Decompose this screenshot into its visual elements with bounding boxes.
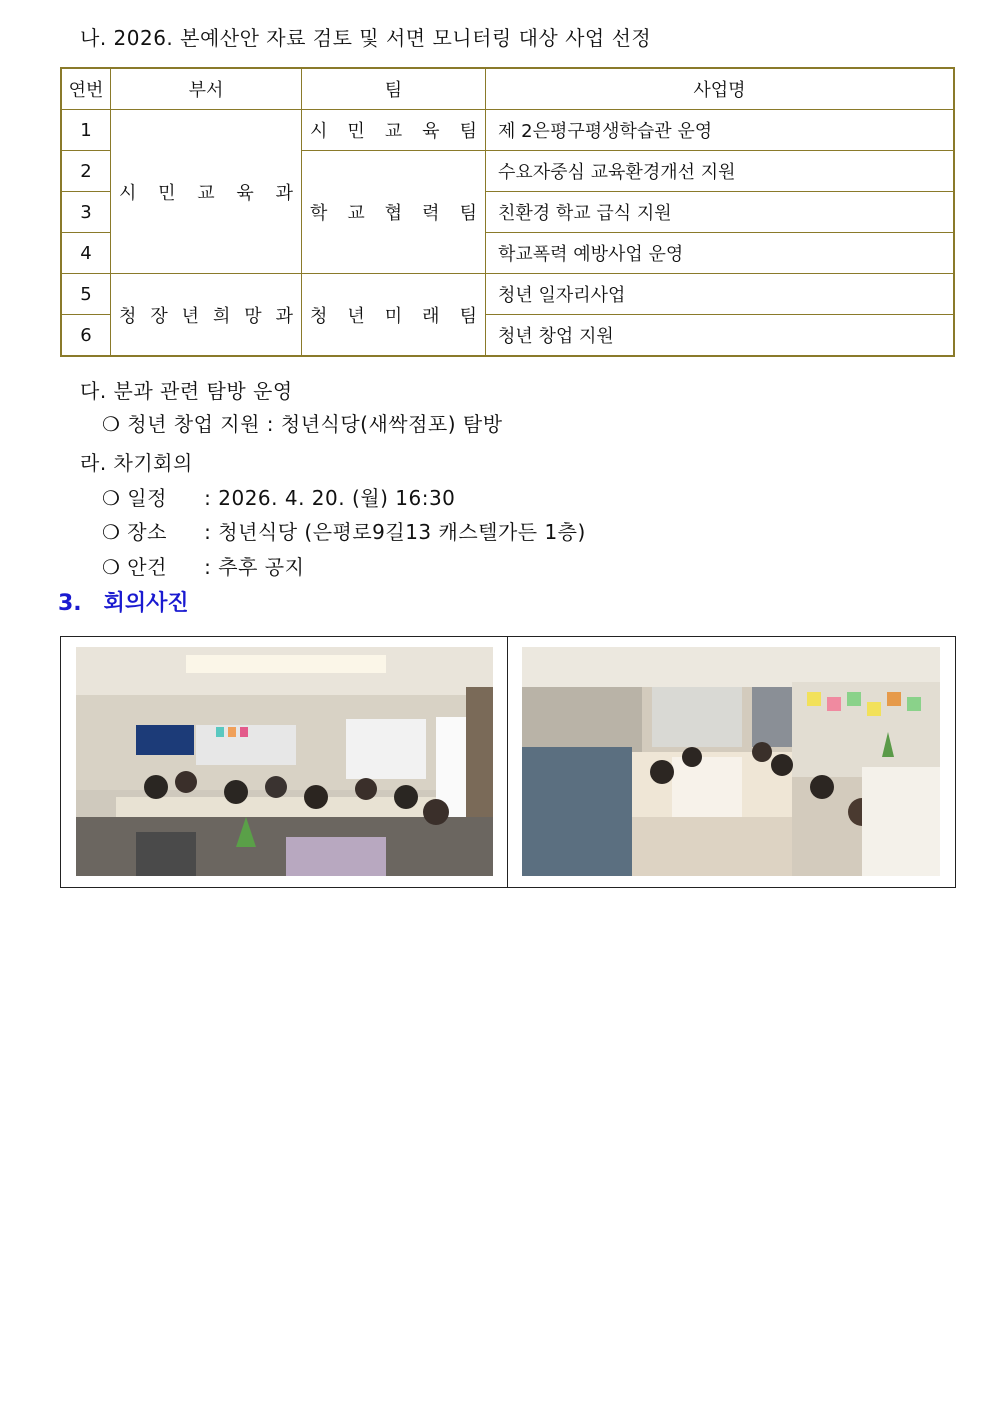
- section-3-number: 3.: [58, 591, 82, 616]
- dept-name-2: [111, 302, 301, 328]
- next-meeting-agenda: [102, 551, 304, 580]
- spaced-char: 학: [310, 203, 328, 224]
- table-header-row: [61, 68, 954, 110]
- team-name-2: [302, 199, 485, 225]
- agenda-value: : 추후 공지: [204, 555, 305, 579]
- section-da-title: 다. 분과 관련 탐방 운영: [80, 379, 293, 403]
- header-team: 팀: [302, 68, 486, 110]
- spaced-char: 민: [347, 121, 365, 142]
- dept-cell-1: [111, 110, 302, 274]
- team-cell-2: [302, 151, 486, 274]
- photo-divider: [507, 637, 508, 887]
- circle-bullet-icon: ❍: [102, 412, 121, 436]
- spaced-char: 래: [422, 305, 440, 327]
- circle-bullet-icon: ❍: [102, 555, 121, 579]
- row-no: 4: [61, 233, 111, 274]
- spaced-char: 교: [197, 182, 215, 204]
- spaced-char: 력: [422, 203, 440, 224]
- date-label: 일정: [127, 486, 167, 510]
- section-ra-title: 라. 차기회의: [80, 451, 193, 475]
- row-no: 6: [61, 315, 111, 357]
- dept-cell-2: [111, 274, 302, 357]
- spaced-char: 과: [275, 305, 293, 327]
- row-no: 2: [61, 151, 111, 192]
- place-value: : 청년식당 (은평로9길13 캐스텔가든 1층): [204, 520, 586, 544]
- table-row: [61, 110, 954, 151]
- row-no: 1: [61, 110, 111, 151]
- spaced-char: 미: [384, 305, 403, 327]
- agenda-label: 안건: [127, 555, 167, 579]
- spaced-char: 교: [347, 203, 365, 224]
- spaced-char: 협: [384, 203, 403, 224]
- project-table: [60, 67, 955, 357]
- circle-bullet-icon: ❍: [102, 520, 121, 544]
- visit-item-text: 청년 창업 지원 : 청년식당(새싹점포) 탐방: [127, 412, 503, 436]
- spaced-char: 년: [181, 305, 200, 327]
- header-project: 사업명: [486, 68, 955, 110]
- team-name-1: [302, 117, 485, 143]
- spaced-char: 육: [236, 182, 254, 204]
- place-label: 장소: [127, 520, 167, 544]
- spaced-char: 시: [310, 121, 328, 142]
- team-name-3: [302, 302, 485, 328]
- spaced-char: 년: [347, 305, 365, 327]
- team-cell-1: [302, 110, 486, 151]
- project-name: 청년 일자리사업: [486, 274, 955, 315]
- spaced-char: 팀: [459, 305, 477, 327]
- spaced-char: 교: [384, 121, 403, 142]
- spaced-char: 과: [275, 182, 293, 204]
- spaced-char: 청: [119, 305, 137, 327]
- team-cell-3: [302, 274, 486, 357]
- spaced-char: 팀: [459, 121, 477, 142]
- spaced-char: 민: [158, 182, 176, 204]
- next-meeting-place: [102, 516, 586, 545]
- section-da-item: [102, 408, 503, 437]
- spaced-char: 시: [119, 182, 137, 204]
- table-row: [61, 274, 954, 315]
- section-na-heading: 나. 2026. 본예산안 자료 검토 및 서면 모니터링 대상 사업 선정: [80, 26, 652, 50]
- meeting-photo-1: [76, 647, 493, 876]
- spaced-char: 청: [310, 305, 328, 327]
- spaced-char: 육: [422, 121, 440, 142]
- spaced-char: 망: [244, 305, 262, 327]
- project-name: 제 2은평구평생학습관 운영: [486, 110, 955, 151]
- next-meeting-date: [102, 482, 455, 511]
- section-3-heading: [58, 586, 189, 617]
- project-name: 학교폭력 예방사업 운영: [486, 233, 955, 274]
- project-name: 청년 창업 지원: [486, 315, 955, 357]
- project-name: 수요자중심 교육환경개선 지원: [486, 151, 955, 192]
- circle-bullet-icon: ❍: [102, 486, 121, 510]
- date-value: : 2026. 4. 20. (월) 16:30: [204, 486, 456, 510]
- header-no: 연번: [61, 68, 111, 110]
- meeting-photos-frame: [60, 636, 956, 888]
- spaced-char: 희: [212, 305, 231, 327]
- project-name: 친환경 학교 급식 지원: [486, 192, 955, 233]
- section-3-title: 회의사진: [103, 591, 189, 616]
- meeting-photo-2: [522, 647, 940, 876]
- row-no: 3: [61, 192, 111, 233]
- spaced-char: 장: [150, 305, 168, 327]
- dept-name-1: [111, 179, 301, 205]
- row-no: 5: [61, 274, 111, 315]
- header-dept: 부서: [111, 68, 302, 110]
- spaced-char: 팀: [459, 203, 477, 224]
